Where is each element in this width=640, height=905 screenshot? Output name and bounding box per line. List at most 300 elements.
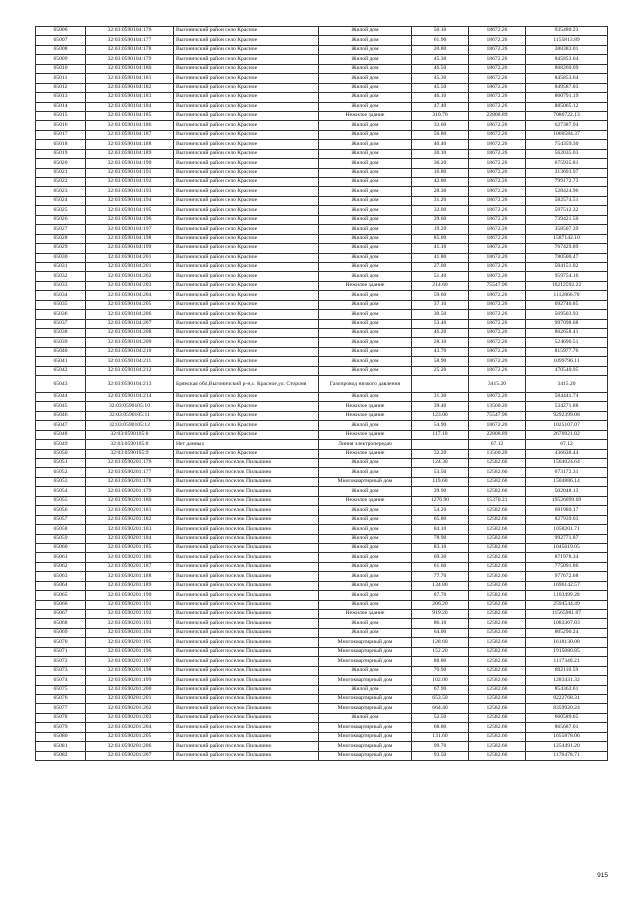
cadastral-number-cell: 32:03:0590201:202 — [86, 704, 174, 713]
table-row — [36, 440, 608, 449]
address-cell: Выгоничский район поселок Пильшино — [174, 525, 319, 534]
row-number-cell: 65024 — [36, 196, 86, 205]
address-cell: Выгоничский район поселок Пильшино — [174, 694, 319, 703]
object-type-cell: Жилой дом — [319, 421, 412, 430]
unit-value-cell: 18672.26 — [469, 121, 526, 130]
unit-value-cell: 12582.66 — [469, 534, 526, 543]
object-type-cell: Жилой дом — [319, 468, 412, 477]
row-number-cell: 65061 — [36, 553, 86, 562]
object-type-cell: Многоквартирный дом — [319, 676, 412, 685]
address-cell: Выгоничский район село Красное — [174, 93, 319, 102]
row-number-cell: 65081 — [36, 742, 86, 751]
cadastral-value-cell: 1504886.14 — [526, 477, 608, 486]
cadastral-number-cell: 32:03:0590104:188 — [86, 140, 174, 149]
area-cell: 16.80 — [412, 168, 469, 177]
cadastral-number-cell: 32:03:0590104:198 — [86, 234, 174, 243]
row-number-cell: 65045 — [36, 402, 86, 411]
address-cell: Выгоничский район село Красное — [174, 130, 319, 139]
address-cell: Выгоничский район село Красное — [174, 402, 319, 411]
area-cell: 54.90 — [412, 421, 469, 430]
cadastral-value-cell: 799172.73 — [526, 178, 608, 187]
unit-value-cell: 12582.66 — [469, 610, 526, 619]
object-type-cell: Жилой дом — [319, 27, 412, 36]
unit-value-cell: 18672.26 — [469, 74, 526, 83]
area-cell: 59.60 — [412, 291, 469, 300]
row-number-cell: 65011 — [36, 74, 86, 83]
object-type-cell: Жилой дом — [319, 562, 412, 571]
cadastral-value-cell: 3415.20 — [526, 376, 608, 393]
cadastral-value-cell: 524690.51 — [526, 338, 608, 347]
cadastral-value-cell: 11565981.07 — [526, 610, 608, 619]
area-cell: 653.50 — [412, 694, 469, 703]
cadastral-value-cell: 1176478.71 — [526, 751, 608, 760]
row-number-cell: 65065 — [36, 591, 86, 600]
cadastral-value-cell: 849587.83 — [526, 83, 608, 92]
object-type-cell: Жилой дом — [319, 291, 412, 300]
area-cell: 67.90 — [412, 685, 469, 694]
cadastral-number-cell: 32:03:0590104:213 — [86, 376, 174, 393]
object-type-cell: Нежилое здание — [319, 111, 412, 120]
area-cell — [412, 440, 469, 449]
row-number-cell: 65058 — [36, 525, 86, 534]
table-row — [36, 281, 608, 290]
table-row — [36, 45, 608, 54]
object-type-cell: Жилой дом — [319, 215, 412, 224]
cadastral-value-cell: 1587142.10 — [526, 234, 608, 243]
unit-value-cell: 18672.26 — [469, 45, 526, 54]
unit-value-cell: 12582.66 — [469, 525, 526, 534]
area-cell: 30.50 — [412, 310, 469, 319]
object-type-cell: Многоквартирный дом — [319, 694, 412, 703]
area-cell: 78.90 — [412, 534, 469, 543]
table-row — [36, 732, 608, 741]
address-cell: Выгоничский район село Красное — [174, 45, 319, 54]
address-cell: Нет данных — [174, 440, 319, 449]
table-row — [36, 121, 608, 130]
address-cell: Выгоничский район село Красное — [174, 449, 319, 458]
unit-value-cell: 18672.26 — [469, 130, 526, 139]
row-number-cell: 65010 — [36, 64, 86, 73]
cadastral-value-cell: 935480.23 — [526, 27, 608, 36]
area-cell: 32.00 — [412, 206, 469, 215]
unit-value-cell: 18672.26 — [469, 178, 526, 187]
cadastral-number-cell: 32:03:0590104:201 — [86, 262, 174, 271]
table-row — [36, 647, 608, 656]
object-type-cell: Жилой дом — [319, 338, 412, 347]
cadastral-number-cell: 32:03:0590201:188 — [86, 572, 174, 581]
object-type-cell: Жилой дом — [319, 196, 412, 205]
table-row — [36, 562, 608, 571]
cadastral-value-cell: 885065.12 — [526, 102, 608, 111]
cadastral-number-cell: 32:03:0590105:12 — [86, 421, 174, 430]
cadastral-number-cell: 32:03:0590104:184 — [86, 102, 174, 111]
object-type-cell: Жилой дом — [319, 83, 412, 92]
object-type-cell: Жилой дом — [319, 357, 412, 366]
unit-value-cell: 22808.89 — [469, 111, 526, 120]
cadastral-value-cell: 754359.30 — [526, 140, 608, 149]
row-number-cell: 65079 — [36, 723, 86, 732]
unit-value-cell: 18672.26 — [469, 215, 526, 224]
cadastral-number-cell: 32:03:0590201:197 — [86, 657, 174, 666]
address-cell: Выгоничский район поселок Пильшино — [174, 562, 319, 571]
area-cell: 36.20 — [412, 159, 469, 168]
object-type-cell: Жилой дом — [319, 366, 412, 375]
table-row — [36, 376, 608, 393]
table-row — [36, 628, 608, 637]
cadastral-value-cell: 2594544.49 — [526, 600, 608, 609]
table-row — [36, 392, 608, 401]
row-number-cell: 65025 — [36, 206, 86, 215]
cadastral-number-cell: 32:03:0590104:185 — [86, 111, 174, 120]
unit-value-cell: 18672.26 — [469, 102, 526, 111]
unit-value-cell: 12582.66 — [469, 581, 526, 590]
cadastral-value-cell: 1618130.08 — [526, 638, 608, 647]
cadastral-value-cell: 504151.02 — [526, 262, 608, 271]
row-number-cell: 65074 — [36, 676, 86, 685]
table-row — [36, 319, 608, 328]
unit-value-cell: 12582.66 — [469, 553, 526, 562]
row-number-cell: 65023 — [36, 187, 86, 196]
row-number-cell: 65019 — [36, 149, 86, 158]
object-type-cell: Жилой дом — [319, 666, 412, 675]
object-type-cell: Многоквартирный дом — [319, 732, 412, 741]
object-type-cell: Жилой дом — [319, 262, 412, 271]
cadastral-number-cell: 32:03:0590201:180 — [86, 496, 174, 505]
cadastral-value-cell: 992771.87 — [526, 534, 608, 543]
area-cell: 310.70 — [412, 111, 469, 120]
cadastral-number-cell: 32:03:0590104:202 — [86, 272, 174, 281]
cadastral-number-cell: 32:03:0590201:178 — [86, 477, 174, 486]
unit-value-cell: 12582.66 — [469, 506, 526, 515]
row-number-cell: 65076 — [36, 694, 86, 703]
area-cell: 28.30 — [412, 187, 469, 196]
area-cell: 41.10 — [412, 244, 469, 253]
area-cell: 102.00 — [412, 676, 469, 685]
area-cell: 46.50 — [412, 64, 469, 73]
object-type-cell: Жилой дом — [319, 178, 412, 187]
unit-value-cell: 18672.26 — [469, 159, 526, 168]
table-row — [36, 215, 608, 224]
cadastral-value-cell: 597512.32 — [526, 206, 608, 215]
table-row — [36, 291, 608, 300]
object-type-cell: Многоквартирный дом — [319, 704, 412, 713]
object-type-cell: Жилой дом — [319, 234, 412, 243]
cadastral-value-cell: 1045619.05 — [526, 543, 608, 552]
object-type-cell: Жилой дом — [319, 619, 412, 628]
unit-value-cell: 12582.66 — [469, 694, 526, 703]
table-row — [36, 638, 608, 647]
address-cell: Выгоничский район поселок Пильшино — [174, 704, 319, 713]
cadastral-value-cell: 1283431.32 — [526, 676, 608, 685]
table-row — [36, 496, 608, 505]
object-type-cell: Многоквартирный дом — [319, 477, 412, 486]
address-cell: Выгоничский район село Красное — [174, 55, 319, 64]
object-type-cell: Жилой дом — [319, 506, 412, 515]
address-cell: Выгоничский район поселок Пильшино — [174, 591, 319, 600]
object-type-cell: Жилой дом — [319, 149, 412, 158]
unit-value-cell: 12582.66 — [469, 600, 526, 609]
row-number-cell: 65035 — [36, 300, 86, 309]
table-row — [36, 421, 608, 430]
address-cell: Выгоничский район село Красное — [174, 366, 319, 375]
address-cell: Выгоничский район село Красное — [174, 411, 319, 420]
area-cell: 37.10 — [412, 300, 469, 309]
object-type-cell: Жилой дом — [319, 525, 412, 534]
cadastral-number-cell: 32:03:0590104:179 — [86, 55, 174, 64]
row-number-cell: 65020 — [36, 159, 86, 168]
row-number-cell: 65022 — [36, 178, 86, 187]
row-number-cell: 65015 — [36, 111, 86, 120]
cadastral-value-cell: 534271.88 — [526, 402, 608, 411]
unit-value-cell: 18672.26 — [469, 347, 526, 356]
area-cell: 65.80 — [412, 515, 469, 524]
cadastral-value-cell: 1083367.03 — [526, 619, 608, 628]
cadastral-number-cell: 32:03:0590104:182 — [86, 83, 174, 92]
table-row — [36, 262, 608, 271]
row-number-cell: 65009 — [36, 55, 86, 64]
address-cell: Выгоничский район поселок Пильшино — [174, 676, 319, 685]
table-row — [36, 713, 608, 722]
object-type-cell: Линия электропередач — [319, 440, 412, 449]
cadastral-value-cell: 775091.86 — [526, 562, 608, 571]
address-cell: Выгоничский район село Красное — [174, 36, 319, 45]
table-row — [36, 459, 608, 468]
row-number-cell: 65055 — [36, 496, 86, 505]
row-number-cell: 65008 — [36, 45, 86, 54]
table-row — [36, 310, 608, 319]
table-row — [36, 149, 608, 158]
unit-value-cell: 12582.66 — [469, 459, 526, 468]
unit-value-cell: 12582.66 — [469, 676, 526, 685]
unit-value-cell: 18672.26 — [469, 83, 526, 92]
cadastral-value-cell: 627387.94 — [526, 121, 608, 130]
row-number-cell: 65041 — [36, 357, 86, 366]
object-type-cell: Жилой дом — [319, 581, 412, 590]
cadastral-number-cell: 32:03:0590201:199 — [86, 676, 174, 685]
cadastral-number-cell: 32:03:0590104:178 — [86, 45, 174, 54]
table-row — [36, 130, 608, 139]
unit-value-cell: 18672.26 — [469, 27, 526, 36]
area-cell: 1276.90 — [412, 496, 469, 505]
address-cell: Выгоничский район поселок Пильшино — [174, 477, 319, 486]
table-row — [36, 347, 608, 356]
cadastral-value-cell: 2670921.02 — [526, 430, 608, 439]
address-cell: Выгоничский район поселок Пильшино — [174, 751, 319, 760]
cadastral-number-cell: 32:03:0590104:183 — [86, 93, 174, 102]
row-number-cell: 65034 — [36, 291, 86, 300]
table-row — [36, 111, 608, 120]
table-row — [36, 751, 608, 760]
row-number-cell: 65071 — [36, 647, 86, 656]
cadastral-value-cell: 582574.51 — [526, 196, 608, 205]
table-row — [36, 244, 608, 253]
cadastral-value-cell: 860791.19 — [526, 93, 608, 102]
unit-value-cell: 12582.66 — [469, 704, 526, 713]
unit-value-cell: 12582.66 — [469, 477, 526, 486]
cadastral-number-cell: 32:03:0590201:200 — [86, 685, 174, 694]
unit-value-cell: 67.12 — [469, 440, 526, 449]
cadastral-value-cell: 854362.61 — [526, 685, 608, 694]
object-type-cell: Многоквартирный дом — [319, 638, 412, 647]
object-type-cell: Жилой дом — [319, 347, 412, 356]
address-cell: Выгоничский район село Красное — [174, 329, 319, 338]
unit-value-cell: 18672.26 — [469, 338, 526, 347]
row-number-cell: 65039 — [36, 338, 86, 347]
address-cell: Выгоничский район поселок Пильшино — [174, 515, 319, 524]
table-row — [36, 610, 608, 619]
object-type-cell: Нежилое здание — [319, 610, 412, 619]
address-cell: Выгоничский район село Красное — [174, 74, 319, 83]
table-row — [36, 300, 608, 309]
object-type-cell: Жилой дом — [319, 244, 412, 253]
address-cell: Выгоничский район поселок Пильшино — [174, 468, 319, 477]
cadastral-number-cell: 32:03:0590104:196 — [86, 215, 174, 224]
table-row — [36, 234, 608, 243]
unit-value-cell: 18672.26 — [469, 272, 526, 281]
table-row — [36, 93, 608, 102]
cadastral-number-cell: 32:03:0590201:187 — [86, 562, 174, 571]
object-type-cell: Жилой дом — [319, 159, 412, 168]
cadastral-value-cell: 1564024.64 — [526, 459, 608, 468]
row-number-cell: 65013 — [36, 93, 86, 102]
area-cell: 83.10 — [412, 543, 469, 552]
object-type-cell: Жилой дом — [319, 628, 412, 637]
object-type-cell: Многоквартирный дом — [319, 742, 412, 751]
table-row — [36, 253, 608, 262]
table-row — [36, 140, 608, 149]
address-cell: Выгоничский район село Красное — [174, 430, 319, 439]
cadastral-value-cell: 780500.47 — [526, 253, 608, 262]
table-row — [36, 515, 608, 524]
cadastral-number-cell: 32:03:0590201:183 — [86, 525, 174, 534]
cadastral-value-cell: 865687.01 — [526, 723, 608, 732]
address-cell: Выгоничский район поселок Пильшино — [174, 666, 319, 675]
address-cell: Выгоничский район поселок Пильшино — [174, 723, 319, 732]
object-type-cell: Жилой дом — [319, 487, 412, 496]
address-cell: Выгоничский район поселок Пильшино — [174, 610, 319, 619]
row-number-cell: 65080 — [36, 732, 86, 741]
area-cell: 61.90 — [412, 36, 469, 45]
unit-value-cell: 15370.21 — [469, 496, 526, 505]
cadastral-number-cell: 32:03:0590201:177 — [86, 468, 174, 477]
unit-value-cell: 18672.26 — [469, 392, 526, 401]
address-cell: Выгоничский район село Красное — [174, 196, 319, 205]
cadastral-value-cell: 845853.64 — [526, 74, 608, 83]
cadastral-value-cell: 388383.01 — [526, 45, 608, 54]
table-row — [36, 225, 608, 234]
row-number-cell: 65047 — [36, 421, 86, 430]
area-cell: 87.70 — [412, 591, 469, 600]
table-row — [36, 55, 608, 64]
cadastral-number-cell: 32:03:0590104:204 — [86, 291, 174, 300]
unit-value-cell: 12582.66 — [469, 638, 526, 647]
object-type-cell: Жилой дом — [319, 543, 412, 552]
area-cell: 128.60 — [412, 638, 469, 647]
table-row — [36, 102, 608, 111]
area-cell: 54.20 — [412, 506, 469, 515]
address-cell: Выгоничский район село Красное — [174, 300, 319, 309]
area-cell: 30.10 — [412, 149, 469, 158]
unit-value-cell: 18672.26 — [469, 357, 526, 366]
cadastral-value-cell: 528424.96 — [526, 187, 608, 196]
address-cell: Выгоничский район село Красное — [174, 347, 319, 356]
cadastral-value-cell: 673172.31 — [526, 468, 608, 477]
object-type-cell: Многоквартирный дом — [319, 723, 412, 732]
address-cell: Выгоничский район поселок Пильшино — [174, 647, 319, 656]
cadastral-value-cell: 16212592.22 — [526, 281, 608, 290]
unit-value-cell: 12582.66 — [469, 732, 526, 741]
table-row — [36, 657, 608, 666]
unit-value-cell: 18672.26 — [469, 149, 526, 158]
address-cell: Выгоничский район поселок Пильшино — [174, 496, 319, 505]
area-cell: 39.40 — [412, 402, 469, 411]
area-cell: 152.20 — [412, 647, 469, 656]
cadastral-value-cell: 1103499.28 — [526, 591, 608, 600]
address-cell: Выгоничский район село Красное — [174, 338, 319, 347]
cadastral-number-cell: 32:03:0590201:192 — [86, 610, 174, 619]
cadastral-value-cell: 868260.09 — [526, 64, 608, 73]
address-cell: Выгоничский район село Красное — [174, 234, 319, 243]
unit-value-cell: 3415.20 — [469, 376, 526, 393]
row-number-cell: 65062 — [36, 562, 86, 571]
object-type-cell: Жилой дом — [319, 459, 412, 468]
address-cell: Выгоничский район село Красное — [174, 121, 319, 130]
cadastral-number-cell: 32:03:0590104:176 — [86, 27, 174, 36]
table-row — [36, 676, 608, 685]
table-row — [36, 543, 608, 552]
cadastral-number-cell: 32:03:0590201:186 — [86, 553, 174, 562]
area-cell: 31.20 — [412, 196, 469, 205]
cadastral-value-cell: 19526099.69 — [526, 496, 608, 505]
area-cell: 45.50 — [412, 83, 469, 92]
row-number-cell: 65063 — [36, 572, 86, 581]
row-number-cell: 65056 — [36, 506, 86, 515]
area-cell — [412, 376, 469, 393]
cadastral-number-cell: 32:03:0590104:209 — [86, 338, 174, 347]
area-cell: 40.40 — [412, 140, 469, 149]
unit-value-cell: 18672.26 — [469, 244, 526, 253]
object-type-cell: Жилой дом — [319, 515, 412, 524]
address-cell: Выгоничский район село Красное — [174, 225, 319, 234]
unit-value-cell: 18672.26 — [469, 329, 526, 338]
object-type-cell: Нежилое здание — [319, 281, 412, 290]
cadastral-number-cell: 32:03:0590104:211 — [86, 357, 174, 366]
row-number-cell: 65031 — [36, 262, 86, 271]
object-type-cell: Многоквартирный дом — [319, 751, 412, 760]
object-type-cell: Многоквартирный дом — [319, 657, 412, 666]
object-type-cell: Жилой дом — [319, 572, 412, 581]
table-row — [36, 723, 608, 732]
unit-value-cell: 18672.26 — [469, 300, 526, 309]
unit-value-cell: 18672.26 — [469, 93, 526, 102]
area-cell: 214.60 — [412, 281, 469, 290]
cadastral-value-cell: 8222768.31 — [526, 694, 608, 703]
table-row — [36, 366, 608, 375]
object-type-cell: Жилой дом — [319, 55, 412, 64]
object-type-cell: Жилой дом — [319, 392, 412, 401]
cadastral-value-cell: 871978.34 — [526, 553, 608, 562]
row-number-cell: 65050 — [36, 449, 86, 458]
table-row — [36, 572, 608, 581]
cadastral-number-cell: 32:03:0590104:191 — [86, 168, 174, 177]
address-cell: Выгоничский район село Красное — [174, 357, 319, 366]
address-cell: Выгоничский район село Красное — [174, 27, 319, 36]
address-cell: Выгоничский район село Красное — [174, 421, 319, 430]
row-number-cell: 65082 — [36, 751, 86, 760]
table-row — [36, 74, 608, 83]
cadastral-value-cell: 815977.76 — [526, 347, 608, 356]
table-row — [36, 487, 608, 496]
